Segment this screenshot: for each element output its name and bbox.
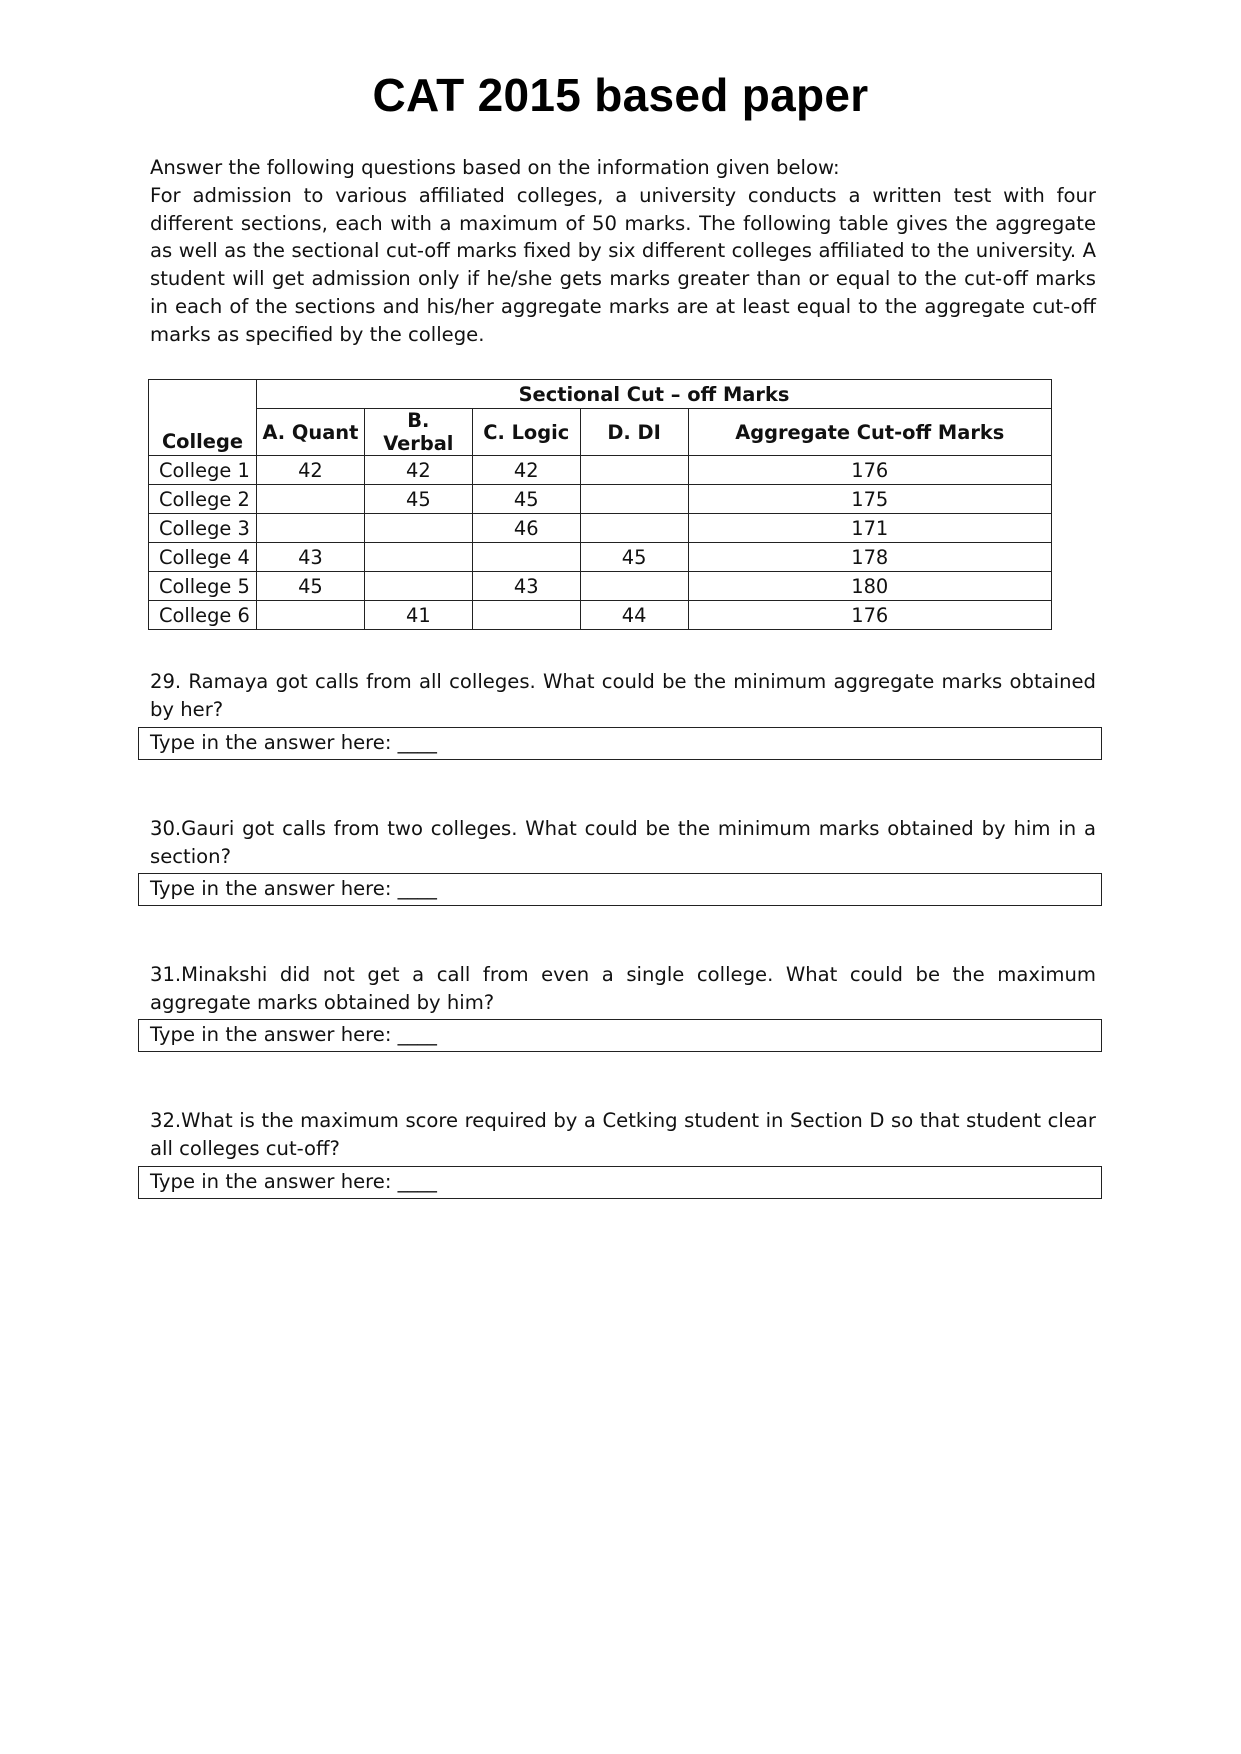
intro-body: For admission to various affiliated colleges, a university conducts a written test with four different sections, each with a maximum of 50 marks. The following table gives the aggregate as well as the sectional cut-off marks fixed by six different colleges affiliated to the university. A student will get admission only if he/she gets marks greater than or equal to the cut-off marks in each of the sections and his/her aggregate marks are at least equal to the aggregate cut-off marks as specified by the college. (150, 183, 1096, 346)
table-cell: 45 (256, 572, 364, 601)
table-cell (472, 543, 580, 572)
table-cell: 43 (472, 572, 580, 601)
table-row (149, 543, 1052, 572)
table-cell: 43 (256, 543, 364, 572)
table-cell: 46 (472, 514, 580, 543)
table-cell: 42 (364, 456, 472, 485)
table-row (149, 456, 1052, 485)
table-row (149, 601, 1052, 630)
question-31: 31.Minakshi did not get a call from even a single college. What could be the maximum aggregate marks obtained by him? (150, 963, 1096, 1014)
table-cell: 44 (580, 601, 688, 630)
question-30: 30.Gauri got calls from two colleges. What could be the minimum marks obtained by him in a section? (150, 817, 1096, 868)
table-header-di: D. DI (580, 409, 688, 456)
answer-field-31[interactable]: Type in the answer here: ____ (138, 1019, 1102, 1052)
table-header-verbal: B. Verbal (364, 409, 472, 456)
table-group-header-row (149, 380, 1052, 409)
cutoff-table (148, 379, 1052, 630)
table-cell-college: College 2 (149, 485, 257, 514)
table-cell (580, 514, 688, 543)
table-cell (256, 514, 364, 543)
table-cell: 176 (688, 456, 1051, 485)
table-cell (580, 456, 688, 485)
table-cell: 41 (364, 601, 472, 630)
table-cell (364, 572, 472, 601)
table-header-logic: C. Logic (472, 409, 580, 456)
table-row (149, 485, 1052, 514)
table-cell-college: College 1 (149, 456, 257, 485)
table-row (149, 572, 1052, 601)
table-cell: 45 (364, 485, 472, 514)
table-cell: 176 (688, 601, 1051, 630)
table-cell (580, 485, 688, 514)
intro-text (150, 154, 1096, 349)
table-cell: 178 (688, 543, 1051, 572)
question-29: 29. Ramaya got calls from all colleges. What could be the minimum aggregate marks obtained by her? (150, 670, 1096, 721)
table-header-aggregate: Aggregate Cut-off Marks (688, 409, 1051, 456)
table-cell: 180 (688, 572, 1051, 601)
table-cell: 175 (688, 485, 1051, 514)
table-cell (364, 543, 472, 572)
table-header-quant: A. Quant (256, 409, 364, 456)
table-cell (256, 601, 364, 630)
question-32: 32.What is the maximum score required by a Cetking student in Section D so that student clear all colleges cut-off? (150, 1109, 1096, 1160)
table-cell (580, 572, 688, 601)
table-cell (364, 514, 472, 543)
table-cell: 45 (580, 543, 688, 572)
table-cell: 45 (472, 485, 580, 514)
table-cell (256, 485, 364, 514)
table-header-row (149, 409, 1052, 456)
page-title: CAT 2015 based paper (372, 69, 869, 121)
table-cell (472, 601, 580, 630)
table-cell: 171 (688, 514, 1051, 543)
table-cell-college: College 3 (149, 514, 257, 543)
table-cell-college: College 5 (149, 572, 257, 601)
table-cell: 42 (256, 456, 364, 485)
table-cell: 42 (472, 456, 580, 485)
answer-field-29[interactable]: Type in the answer here: ____ (138, 727, 1102, 760)
table-header-college: College (149, 380, 257, 456)
table-cell-college: College 4 (149, 543, 257, 572)
table-cell-college: College 6 (149, 601, 257, 630)
table-row (149, 514, 1052, 543)
table-group-header: Sectional Cut – off Marks (256, 380, 1051, 409)
answer-field-30[interactable]: Type in the answer here: ____ (138, 873, 1102, 906)
intro-lead: Answer the following questions based on the information given below: (150, 156, 840, 179)
answer-field-32[interactable]: Type in the answer here: ____ (138, 1166, 1102, 1199)
